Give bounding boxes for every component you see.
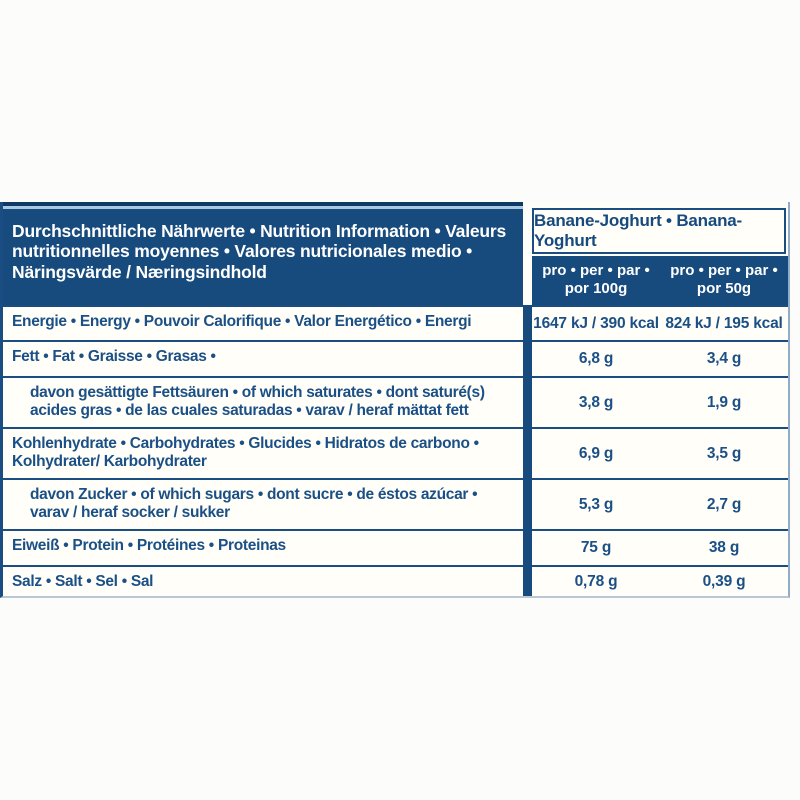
- row-label-sugars: davon Zucker • of which sugars • dont sucre • de éstos azúcar • varav / heraf socker / sukker: [3, 478, 523, 529]
- table-row: [532, 376, 788, 427]
- vertical-divider-bar: [523, 305, 532, 596]
- value-carbohydrates-50g: 3,5 g: [706, 444, 742, 462]
- value-carbohydrates-100g: 6,9 g: [578, 444, 614, 462]
- column-header-per-50g: [660, 256, 788, 305]
- table-row: [532, 305, 788, 340]
- value-protein-50g: 38 g: [708, 539, 740, 556]
- per-100g-line1: pro • per • par •: [542, 262, 650, 279]
- nutrient-labels-column: [3, 305, 523, 596]
- header-right: [523, 202, 788, 305]
- column-header-per-100g: [532, 256, 660, 305]
- value-protein-100g: 75 g: [580, 539, 612, 556]
- row-label-energy: Energie • Energy • Pouvoir Calorifique • Valor Energético • Energi: [3, 305, 523, 340]
- value-sugars-100g: 5,3 g: [578, 495, 614, 513]
- value-fat-100g: 6,8 g: [578, 350, 614, 367]
- row-label-saturates: davon gesättigte Fettsäuren • of which saturates • dont saturé(s) acides gras • de las cuales saturadas • varav / heraf mättat fett: [3, 376, 523, 427]
- per-100g-line2: por 100g: [564, 280, 628, 298]
- per-50g-line2: por 50g: [696, 280, 752, 298]
- row-label-fat: Fett • Fat • Graisse • Grasas •: [3, 340, 523, 376]
- row-label-salt: Salz • Salt • Sel • Sal: [3, 565, 523, 596]
- row-label-protein: Eiweiß • Protein • Protéines • Proteinas: [3, 529, 523, 565]
- values-column: [532, 305, 788, 596]
- table-row: [532, 478, 788, 529]
- table-row: [532, 340, 788, 376]
- value-fat-50g: 3,4 g: [706, 350, 742, 367]
- product-name-row: [523, 202, 788, 256]
- nutrition-table: [0, 202, 790, 598]
- table-row: [532, 427, 788, 478]
- table-header: [3, 202, 788, 305]
- table-row: [532, 529, 788, 565]
- nutrition-title: Durchschnittliche Nährwerte • Nutrition Information • Valeurs nutritionnelles moyennes • Valores nutricionales medio • Näringsvärde / Næringsindhold: [3, 202, 523, 305]
- value-energy-50g: 824 kJ / 195 kcal: [665, 314, 783, 332]
- table-row: [532, 565, 788, 596]
- column-subheaders: [532, 256, 788, 305]
- value-saturates-50g: 1,9 g: [706, 393, 742, 411]
- per-50g-line1: pro • per • par •: [670, 262, 778, 279]
- value-salt-100g: 0,78 g: [574, 572, 618, 590]
- table-body: [3, 305, 788, 596]
- product-name-box: Banane-Joghurt • Banana-Yoghurt: [532, 208, 786, 254]
- value-energy-100g: 1647 kJ / 390 kcal: [533, 314, 659, 332]
- value-saturates-100g: 3,8 g: [578, 393, 614, 411]
- value-sugars-50g: 2,7 g: [706, 495, 742, 513]
- row-label-carbohydrates: Kohlenhydrate • Carbohydrates • Glucides • Hidratos de carbono • Kolhydrater/ Karbohydrater: [3, 427, 523, 478]
- value-salt-50g: 0,39 g: [702, 572, 746, 590]
